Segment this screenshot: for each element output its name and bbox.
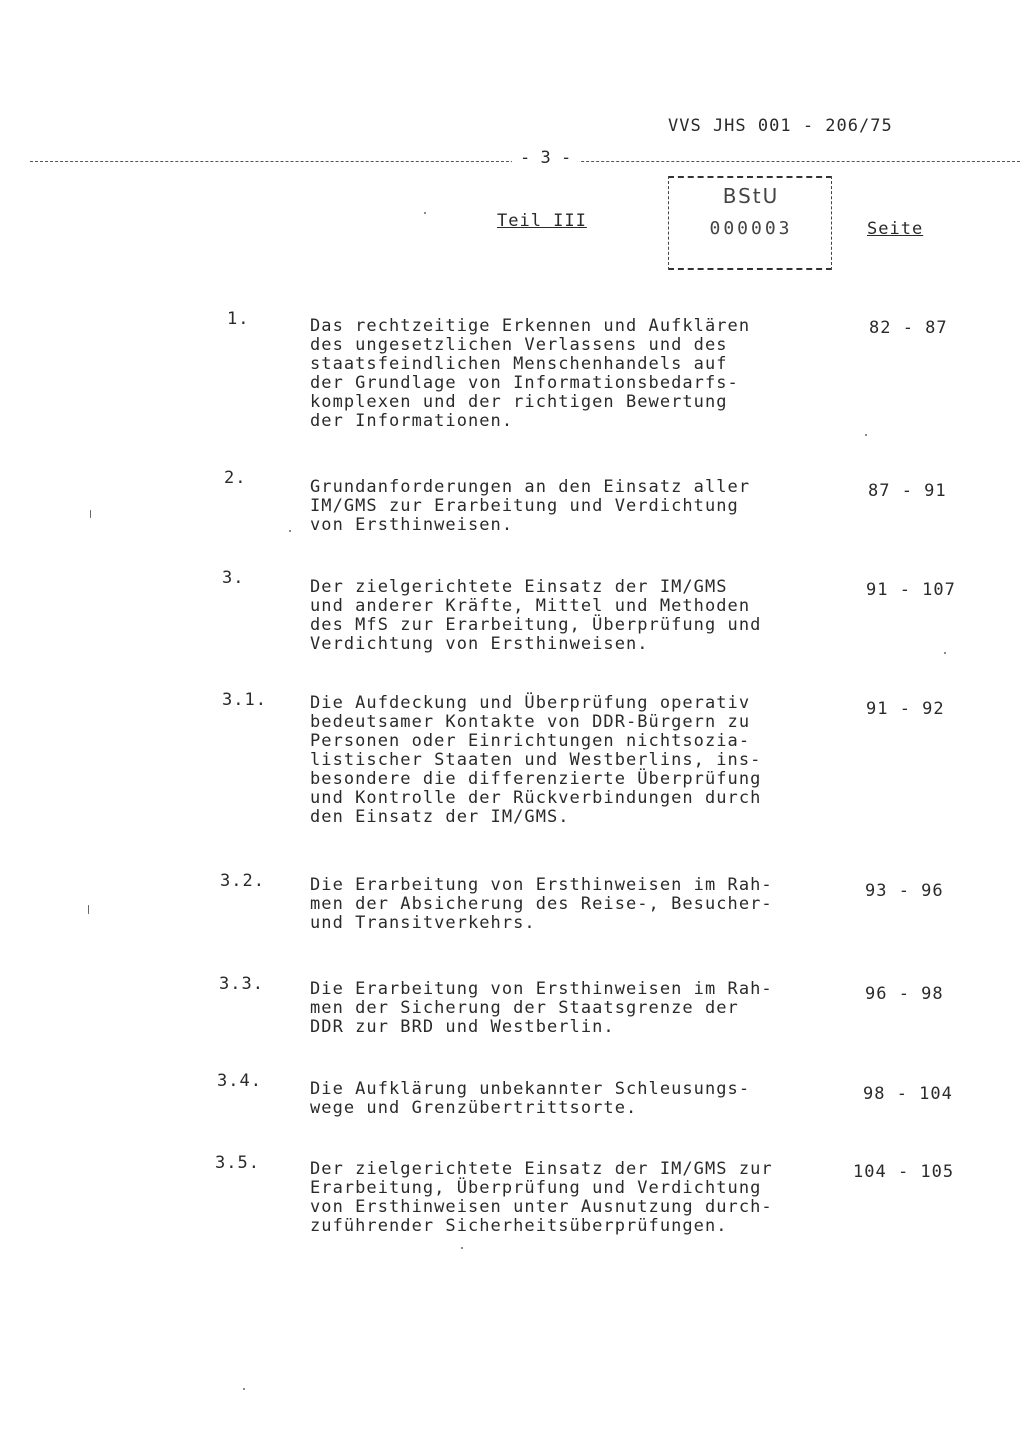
- toc-entry-line: Die Aufklärung unbekannter Schleusungs-: [310, 1079, 751, 1099]
- toc-entry-pages: 87 - 91: [868, 481, 947, 501]
- scan-speck: [289, 530, 291, 532]
- toc-entry-text: [310, 876, 830, 933]
- archive-stamp: [668, 176, 832, 270]
- toc-entry-line: komplexen und der richtigen Bewertung: [310, 392, 728, 412]
- toc-entry-text: [310, 1080, 830, 1118]
- toc-entry-line: besondere die differenzierte Überprüfung: [310, 769, 762, 789]
- toc-entry-number: 3.3.: [219, 974, 264, 994]
- toc-entry-line: der Grundlage von Informationsbedarfs-: [310, 373, 739, 393]
- toc-entry-line: wege und Grenzübertrittsorte.: [310, 1098, 638, 1118]
- toc-entry-number: 3.: [222, 568, 245, 588]
- toc-entry-number: 3.5.: [215, 1153, 260, 1173]
- toc-entry-line: Erarbeitung, Überprüfung und Verdichtung: [310, 1178, 762, 1198]
- toc-entry-pages: 98 - 104: [863, 1084, 953, 1104]
- toc-entry-pages: 93 - 96: [865, 881, 944, 901]
- toc-entry-line: bedeutsamer Kontakte von DDR-Bürgern zu: [310, 712, 751, 732]
- document-reference: VVS JHS 001 - 206/75: [668, 116, 893, 136]
- toc-entry-number: 3.1.: [222, 690, 267, 710]
- scan-speck: [88, 905, 89, 914]
- section-heading: Teil III: [497, 211, 587, 231]
- toc-entry-pages: 82 - 87: [869, 318, 948, 338]
- toc-entry-text: [310, 1160, 830, 1236]
- toc-entry-line: men der Absicherung des Reise-, Besucher-: [310, 894, 773, 914]
- page-column-heading: Seite: [867, 219, 924, 239]
- scan-speck: [243, 1388, 245, 1390]
- toc-entry-line: Der zielgerichtete Einsatz der IM/GMS zur: [310, 1159, 773, 1179]
- toc-entry-line: von Ersthinweisen unter Ausnutzung durch-: [310, 1197, 773, 1217]
- scan-speck: [944, 652, 946, 654]
- toc-entry-text: [310, 478, 830, 535]
- toc-entry-line: von Ersthinweisen.: [310, 515, 514, 535]
- toc-entry-pages: 104 - 105: [853, 1162, 955, 1182]
- toc-entry-line: Verdichtung von Ersthinweisen.: [310, 634, 649, 654]
- toc-entry-number: 3.2.: [220, 871, 265, 891]
- toc-entry-pages: 91 - 92: [866, 699, 945, 719]
- toc-entry-line: Personen oder Einrichtungen nichtsozia-: [310, 731, 751, 751]
- stamp-number: 000003: [709, 218, 793, 239]
- scan-speck: [90, 510, 91, 518]
- toc-entry-line: und Kontrolle der Rückverbindungen durch: [310, 788, 762, 808]
- toc-entry-pages: 91 - 107: [866, 580, 956, 600]
- toc-entry-line: und anderer Kräfte, Mittel und Methoden: [310, 596, 751, 616]
- toc-entry-line: Die Erarbeitung von Ersthinweisen im Rah-: [310, 979, 773, 999]
- toc-entry-line: des MfS zur Erarbeitung, Überprüfung und: [310, 615, 762, 635]
- toc-entry-text: [310, 578, 830, 654]
- toc-entry-line: der Informationen.: [310, 411, 514, 431]
- toc-entry-line: listischer Staaten und Westberlins, ins-: [310, 750, 762, 770]
- toc-entry-line: des ungesetzlichen Verlassens und des: [310, 335, 728, 355]
- toc-entry-line: Die Aufdeckung und Überprüfung operativ: [310, 693, 751, 713]
- scan-speck: [865, 434, 867, 436]
- toc-entry-number: 3.4.: [217, 1071, 262, 1091]
- toc-entry-pages: 96 - 98: [865, 984, 944, 1004]
- toc-entry-line: und Transitverkehrs.: [310, 913, 536, 933]
- page-number: - 3 -: [512, 148, 579, 168]
- toc-entry-line: Das rechtzeitige Erkennen und Aufklären: [310, 316, 751, 336]
- toc-entry-line: IM/GMS zur Erarbeitung und Verdichtung: [310, 496, 739, 516]
- scan-speck: [461, 1247, 463, 1249]
- toc-entry-line: Die Erarbeitung von Ersthinweisen im Rah-: [310, 875, 773, 895]
- toc-entry-line: men der Sicherung der Staatsgrenze der: [310, 998, 739, 1018]
- toc-entry-line: den Einsatz der IM/GMS.: [310, 807, 570, 827]
- toc-entry-line: zuführender Sicherheitsüberprüfungen.: [310, 1216, 728, 1236]
- toc-entry-line: Grundanforderungen an den Einsatz aller: [310, 477, 751, 497]
- stamp-title: BStU: [722, 184, 780, 208]
- toc-entry-line: Der zielgerichtete Einsatz der IM/GMS: [310, 577, 728, 597]
- toc-entry-line: staatsfeindlichen Menschenhandels auf: [310, 354, 728, 374]
- scan-speck: [424, 212, 426, 214]
- toc-entry-text: [310, 694, 830, 827]
- toc-entry-text: [310, 980, 830, 1037]
- toc-entry-line: DDR zur BRD und Westberlin.: [310, 1017, 615, 1037]
- toc-entry-number: 2.: [224, 468, 247, 488]
- toc-entry-number: 1.: [227, 309, 250, 329]
- toc-entry-text: [310, 317, 830, 431]
